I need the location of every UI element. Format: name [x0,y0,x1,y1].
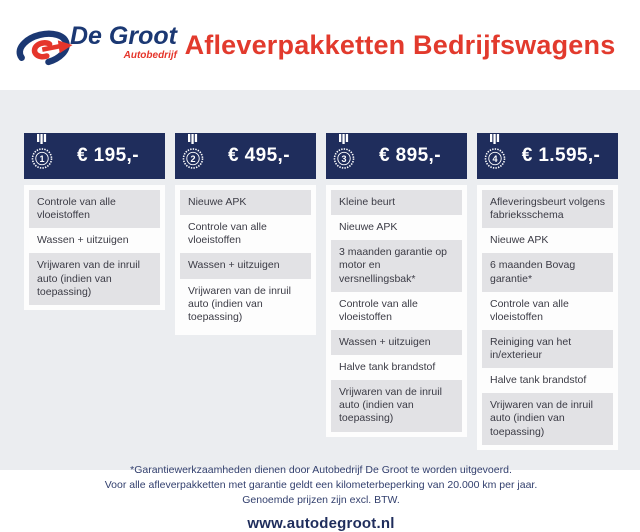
footnote-line: *Garantiewerkzaamheden dienen door Autobedrijf De Groot te worden uitgevoerd. [130,463,512,476]
package-item: 6 maanden Bovag garantie* [482,253,613,291]
package-item: Nieuwe APK [180,190,311,215]
package-items-3 [326,185,467,437]
package-item: Controle van alle vloeistoffen [482,292,613,330]
package-item: Kleine beurt [331,190,462,215]
medal-3-icon [331,134,357,177]
brand-subtitle: Autobedrijf [123,49,177,61]
svg-text:3: 3 [341,153,347,164]
package-item: Wassen + uitzuigen [29,228,160,253]
package-item: Controle van alle vloeistoffen [331,292,462,330]
package-column-2 [175,133,316,450]
medal-4-icon [482,134,508,177]
package-items-4 [477,185,618,450]
package-column-1 [24,133,165,450]
svg-text:1: 1 [39,153,45,164]
package-header-4 [477,133,618,179]
package-item: Vrijwaren van de inruil auto (indien van toepassing) [180,279,311,330]
package-price: € 1.595,- [521,145,601,166]
package-column-3 [326,133,467,450]
medal-1-icon [29,134,55,177]
package-item: Nieuwe APK [482,228,613,253]
package-item: Halve tank brandstof [482,368,613,393]
package-item: Controle van alle vloeistoffen [29,190,160,228]
package-header-1 [24,133,165,179]
header [0,0,640,90]
content-area [0,90,640,532]
package-price: € 195,- [77,145,139,166]
medal-2-icon [180,134,206,177]
package-header-3 [326,133,467,179]
package-column-4 [477,133,618,450]
package-price: € 495,- [228,145,290,166]
footnote-line: Genoemde prijzen zijn excl. BTW. [242,494,400,507]
degroot-swoosh-icon [12,18,78,72]
package-item: Afleveringsbeurt volgens fabrieksschema [482,190,613,228]
svg-text:2: 2 [190,153,196,164]
page-title: Afleverpakketten Bedrijfswagens [184,29,616,60]
package-items-1 [24,185,165,310]
footnote-line: Voor alle afleverpakketten met garantie geldt een kilometerbeperking van 20.000 km per jaar. [104,478,538,491]
package-item: Nieuwe APK [331,215,462,240]
package-item: Reiniging van het in/exterieur [482,330,613,368]
package-price: € 895,- [379,145,441,166]
package-item: Vrijwaren van de inruil auto (indien van toepassing) [482,393,613,444]
package-header-2 [175,133,316,179]
package-item: Halve tank brandstof [331,355,462,380]
package-item: Controle van alle vloeistoffen [180,215,311,253]
website-url: www.autodegroot.nl [247,515,395,532]
package-item: Wassen + uitzuigen [180,253,311,278]
package-items-2 [175,185,316,335]
package-item: Vrijwaren van de inruil auto (indien van toepassing) [331,380,462,431]
package-item: Vrijwaren van de inruil auto (indien van toepassing) [29,253,160,304]
brand-text [70,21,177,61]
package-columns [24,133,618,450]
svg-text:4: 4 [492,153,498,164]
brand-logo [12,18,184,72]
package-item: 3 maanden garantie op motor en versnellingsbak* [331,240,462,291]
package-item: Wassen + uitzuigen [331,330,462,355]
brand-name: De Groot [70,21,177,50]
